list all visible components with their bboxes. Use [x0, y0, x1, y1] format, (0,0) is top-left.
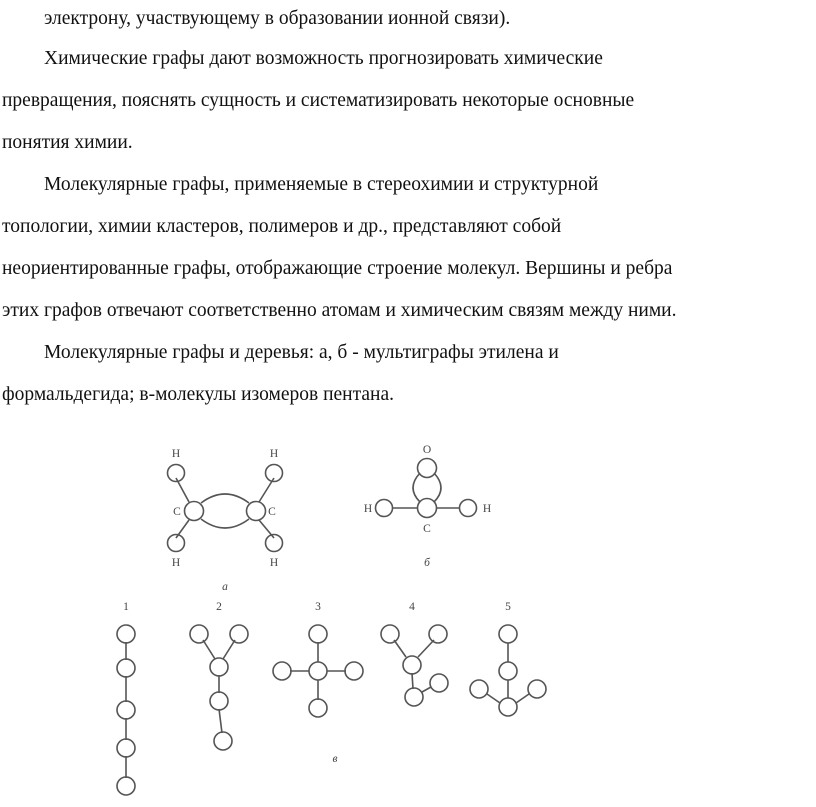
isomers-caption: в	[332, 753, 338, 765]
ethylene-h-label-bottom-right: H	[269, 557, 279, 569]
formaldehyde-graph	[376, 459, 477, 518]
pentane-isomer-4	[381, 625, 448, 706]
text-line-1: электрону, участвующему в образовании ионной связи).	[44, 8, 511, 29]
ethylene-h-label-bottom-left: H	[171, 557, 181, 569]
text-line-8: этих графов отвечают соответственно атомам и химическим связям между ними.	[2, 300, 677, 321]
isomer-label-5: 5	[505, 601, 511, 613]
text-line-9: Молекулярные графы и деревья: а, б - мультиграфы этилена и	[44, 342, 559, 363]
ethylene-c-label-left: C	[173, 506, 181, 518]
text-line-5: Молекулярные графы, применяемые в стереохимии и структурной	[44, 174, 599, 195]
formaldehyde-caption: б	[424, 557, 430, 569]
pentane-isomer-2	[190, 625, 248, 750]
ethylene-h-label-top-right: H	[269, 448, 279, 460]
ethylene-graph	[168, 465, 283, 552]
text-line-4: понятия химии.	[2, 132, 133, 153]
isomer-label-3: 3	[315, 601, 321, 613]
pentane-isomer-5	[470, 625, 546, 716]
ethylene-h-label-top-left: H	[171, 448, 181, 460]
ethylene-c-label-right: C	[268, 506, 276, 518]
formaldehyde-h-label-right: H	[482, 503, 492, 515]
isomer-label-4: 4	[409, 601, 415, 613]
pentane-isomer-1	[117, 625, 135, 795]
formaldehyde-h-label-left: H	[363, 503, 373, 515]
isomer-label-2: 2	[216, 601, 222, 613]
text-line-10: формальдегида; в-молекулы изомеров пентана.	[2, 384, 394, 405]
formaldehyde-o-label: O	[422, 444, 432, 456]
text-line-7: неориентированные графы, отображающие строение молекул. Вершины и ребра	[2, 258, 673, 279]
isomer-label-1: 1	[123, 601, 129, 613]
text-line-3: превращения, пояснять сущность и систематизировать некоторые основные	[2, 90, 635, 111]
text-line-2: Химические графы дают возможность прогнозировать химические	[44, 48, 603, 69]
ethylene-caption: a	[222, 581, 228, 593]
formaldehyde-c-label: C	[423, 523, 431, 535]
pentane-isomer-3	[273, 625, 363, 717]
text-line-6: топологии, химии кластеров, полимеров и др., представляют собой	[2, 216, 562, 237]
